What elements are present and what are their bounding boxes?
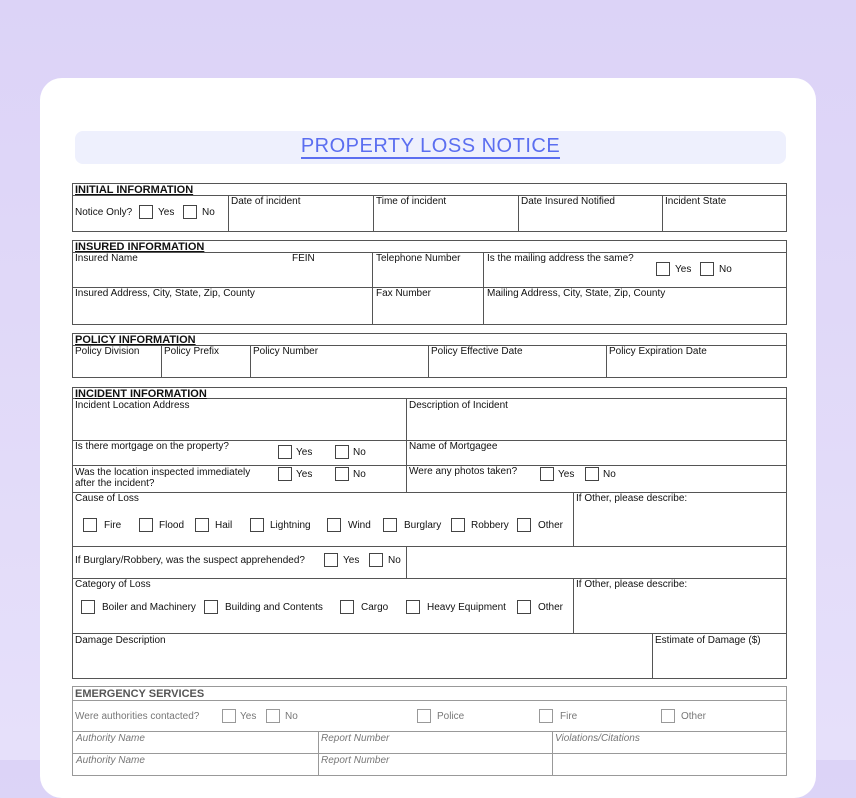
- no-label: No: [202, 207, 215, 218]
- divider: [161, 345, 162, 377]
- cause-label: Fire: [104, 520, 122, 531]
- cause-of-loss-label: Cause of Loss: [75, 493, 139, 504]
- notice-only-label: Notice Only?: [75, 207, 133, 218]
- divider: [318, 731, 319, 776]
- no-label: No: [719, 264, 732, 275]
- suspect-question: If Burglary/Robbery, was the suspect apprehended?: [75, 555, 305, 566]
- photos-no-checkbox[interactable]: [585, 467, 599, 481]
- policy-expiration-date-field[interactable]: Policy Expiration Date: [609, 346, 707, 357]
- police-checkbox[interactable]: [417, 709, 431, 723]
- cause-robbery-checkbox[interactable]: [451, 518, 465, 532]
- title-banner: [75, 131, 786, 164]
- fire-checkbox[interactable]: [539, 709, 553, 723]
- authority-name-field-2[interactable]: Authority Name: [76, 755, 145, 766]
- cause-hail-checkbox[interactable]: [195, 518, 209, 532]
- divider: [428, 345, 429, 377]
- category-label: Building and Contents: [225, 602, 323, 613]
- no-label: No: [285, 711, 298, 722]
- cause-label: Other: [538, 520, 564, 531]
- police-label: Police: [437, 711, 465, 722]
- cause-lightning-checkbox[interactable]: [250, 518, 264, 532]
- telephone-field[interactable]: Telephone Number: [376, 253, 461, 264]
- mortgage-yes-checkbox[interactable]: [278, 445, 292, 459]
- time-of-incident-field[interactable]: Time of incident: [376, 196, 447, 207]
- divider: [72, 753, 787, 754]
- mailing-same-yes-checkbox[interactable]: [656, 262, 670, 276]
- category-label: Boiler and Machinery: [102, 602, 196, 613]
- divider: [652, 633, 653, 678]
- section-header: EMERGENCY SERVICES: [75, 688, 205, 700]
- cause-label: Wind: [348, 520, 371, 531]
- category-other-checkbox[interactable]: [517, 600, 531, 614]
- divider: [406, 546, 407, 578]
- date-of-incident-field[interactable]: Date of incident: [231, 196, 301, 207]
- authorities-question: Were authorities contacted?: [75, 711, 200, 722]
- insured-address-field[interactable]: Insured Address, City, State, Zip, County: [75, 288, 255, 299]
- divider: [373, 195, 374, 231]
- yes-label: Yes: [296, 447, 313, 458]
- divider: [518, 195, 519, 231]
- mailing-same-label: Is the mailing address the same?: [487, 253, 634, 264]
- cause-label: Burglary: [404, 520, 442, 531]
- mortgage-question: Is there mortgage on the property?: [75, 441, 229, 452]
- category-of-loss-label: Category of Loss: [75, 579, 151, 590]
- policy-division-field[interactable]: Policy Division: [75, 346, 140, 357]
- cause-other-describe-field[interactable]: If Other, please describe:: [576, 493, 688, 504]
- section-header: INCIDENT INFORMATION: [75, 388, 207, 400]
- policy-number-field[interactable]: Policy Number: [253, 346, 319, 357]
- incident-location-field[interactable]: Incident Location Address: [75, 400, 190, 411]
- cause-fire-checkbox[interactable]: [83, 518, 97, 532]
- yes-label: Yes: [240, 711, 257, 722]
- yes-label: Yes: [296, 469, 313, 480]
- inspected-question-cont: after the incident?: [75, 478, 155, 489]
- report-number-field[interactable]: Report Number: [321, 733, 390, 744]
- no-label: No: [603, 469, 616, 480]
- insured-name-field[interactable]: Insured Name: [75, 253, 138, 264]
- cause-flood-checkbox[interactable]: [139, 518, 153, 532]
- category-label: Heavy Equipment: [427, 602, 506, 613]
- mortgage-no-checkbox[interactable]: [335, 445, 349, 459]
- damage-description-field[interactable]: Damage Description: [75, 635, 166, 646]
- cause-label: Hail: [215, 520, 233, 531]
- divider: [483, 252, 484, 324]
- suspect-no-checkbox[interactable]: [369, 553, 383, 567]
- divider: [573, 578, 574, 633]
- authority-name-field[interactable]: Authority Name: [76, 733, 145, 744]
- category-cargo-checkbox[interactable]: [340, 600, 354, 614]
- policy-prefix-field[interactable]: Policy Prefix: [164, 346, 220, 357]
- notice-only-no-checkbox[interactable]: [183, 205, 197, 219]
- divider: [228, 195, 229, 231]
- inspected-yes-checkbox[interactable]: [278, 467, 292, 481]
- divider: [250, 345, 251, 377]
- yes-label: Yes: [558, 469, 575, 480]
- section-header: POLICY INFORMATION: [75, 334, 196, 346]
- fax-field[interactable]: Fax Number: [376, 288, 432, 299]
- report-number-field-2[interactable]: Report Number: [321, 755, 390, 766]
- category-heavy-equipment-checkbox[interactable]: [406, 600, 420, 614]
- category-label: Cargo: [361, 602, 389, 613]
- photos-question: Were any photos taken?: [409, 466, 518, 477]
- fire-label: Fire: [560, 711, 578, 722]
- divider: [372, 252, 373, 324]
- inspected-no-checkbox[interactable]: [335, 467, 349, 481]
- divider: [72, 731, 787, 732]
- violations-field[interactable]: Violations/Citations: [555, 733, 640, 744]
- suspect-yes-checkbox[interactable]: [324, 553, 338, 567]
- cause-burglary-checkbox[interactable]: [383, 518, 397, 532]
- fein-field[interactable]: FEIN: [292, 253, 315, 264]
- other-label: Other: [681, 711, 707, 722]
- incident-description-field[interactable]: Description of Incident: [409, 400, 508, 411]
- yes-label: Yes: [675, 264, 692, 275]
- divider: [606, 345, 607, 377]
- divider: [72, 700, 787, 701]
- page-title: PROPERTY LOSS NOTICE: [300, 135, 561, 157]
- inspected-question: Was the location inspected immediately: [75, 467, 251, 478]
- no-label: No: [388, 555, 401, 566]
- no-label: No: [353, 447, 366, 458]
- divider: [72, 633, 787, 634]
- policy-effective-date-field[interactable]: Policy Effective Date: [431, 346, 523, 357]
- date-insured-notified-field[interactable]: Date Insured Notified: [521, 196, 615, 207]
- category-boiler-checkbox[interactable]: [81, 600, 95, 614]
- category-label: Other: [538, 602, 564, 613]
- section-header: INITIAL INFORMATION: [75, 184, 194, 196]
- divider: [406, 398, 407, 492]
- cause-label: Flood: [159, 520, 185, 531]
- mailing-address-field[interactable]: Mailing Address, City, State, Zip, County: [487, 288, 666, 299]
- no-label: No: [353, 469, 366, 480]
- mortgagee-field[interactable]: Name of Mortgagee: [409, 441, 498, 452]
- other-checkbox[interactable]: [661, 709, 675, 723]
- category-other-describe-field[interactable]: If Other, please describe:: [576, 579, 688, 590]
- photos-yes-checkbox[interactable]: [540, 467, 554, 481]
- authorities-no-checkbox[interactable]: [266, 709, 280, 723]
- divider: [573, 492, 574, 546]
- divider: [552, 731, 553, 776]
- cause-other-checkbox[interactable]: [517, 518, 531, 532]
- cause-label: Lightning: [270, 520, 311, 531]
- mailing-same-no-checkbox[interactable]: [700, 262, 714, 276]
- estimate-of-damage-field[interactable]: Estimate of Damage ($): [655, 635, 761, 646]
- incident-state-field[interactable]: Incident State: [665, 196, 727, 207]
- divider: [662, 195, 663, 231]
- cause-wind-checkbox[interactable]: [327, 518, 341, 532]
- authorities-yes-checkbox[interactable]: [222, 709, 236, 723]
- category-building-checkbox[interactable]: [204, 600, 218, 614]
- cause-label: Robbery: [471, 520, 509, 531]
- yes-label: Yes: [343, 555, 360, 566]
- notice-only-yes-checkbox[interactable]: [139, 205, 153, 219]
- divider: [72, 546, 787, 547]
- yes-label: Yes: [158, 207, 175, 218]
- section-header: INSURED INFORMATION: [75, 241, 205, 253]
